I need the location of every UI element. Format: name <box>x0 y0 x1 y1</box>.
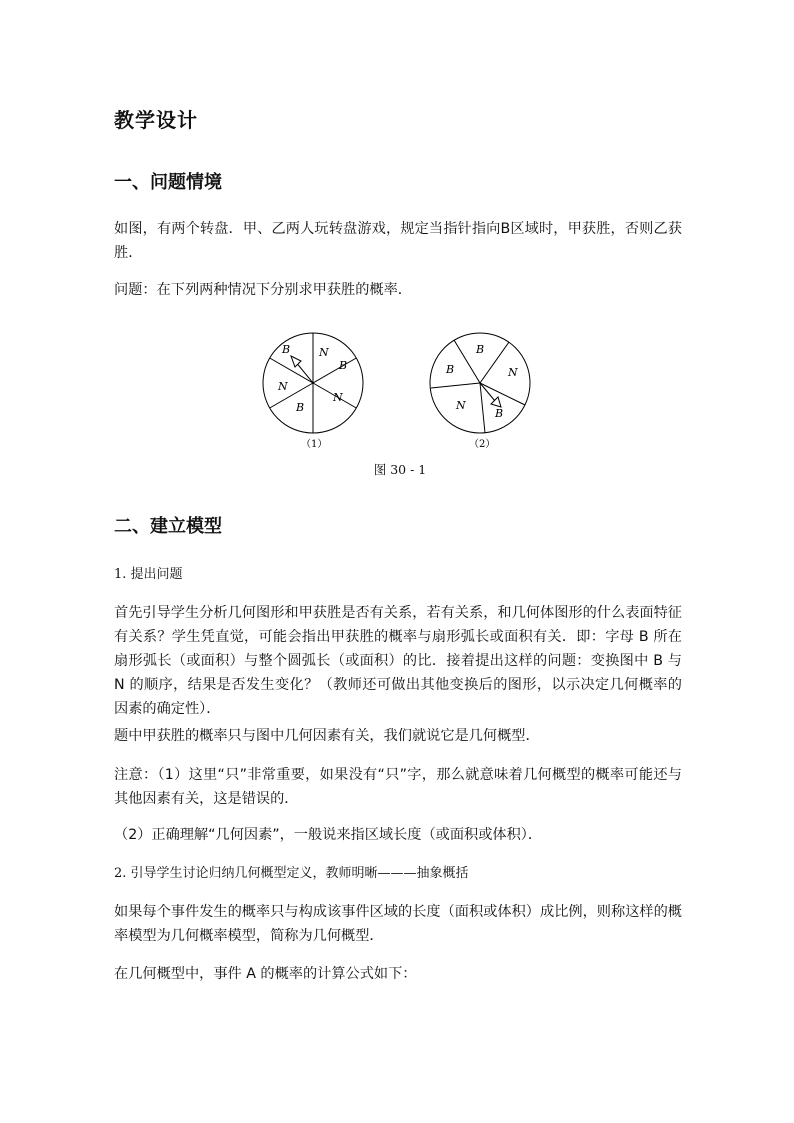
paragraph-note-2: （2）正确理解“几何因素”，一般说来指区域长度（或面积或体积）． <box>114 827 543 843</box>
paragraph-geometric-factor: 题中甲获胜的概率只与图中几何因素有关，我们就说它是几何概型． <box>114 728 540 744</box>
wheel1-label: （1） <box>301 439 328 450</box>
paragraph-formula-intro: 在几何概型中，事件 A 的概率的计算公式如下： <box>114 966 417 982</box>
section-heading-problem-situation: 一、问题情境 <box>114 172 222 193</box>
item-title-definition: 2. 引导学生讨论归纳几何概型定义，教师明晰———抽象概括 <box>114 866 469 881</box>
wheel1-sector-label: N <box>278 380 288 393</box>
paragraph-note-1: 注意：（1）这里“只”非常重要，如果没有“只”字，那么就意味着几何概型的概率可能还与其他因素有关，这是错误的． <box>114 767 682 807</box>
paragraph-definition: 如果每个事件发生的概率只与构成该事件区域的长度（面积或体积）成比例，则称这样的概率模型为几何概率模型，简称为几何概型． <box>114 904 682 944</box>
wheel2-sector-label: B <box>495 407 504 420</box>
paragraph-analysis: 首先引导学生分析几何图形和甲获胜是否有关系，若有关系，和几何体图形的什么表面特征有关系？学生凭直觉，可能会指出甲获胜的概率与扇形弧长或面积有关．即：字母 B 所在扇形弧长（或面积）与整个圆弧长（或面积）的比．接着提出这样的问题：变换图中 B 与N 的顺序，结果是否发生变化？（教师还可做出其他变换后的图形，以示决定几何概率的因素的确定性）． <box>114 605 682 717</box>
wheel1-sector-label: B <box>282 343 291 356</box>
section-heading-build-model: 二、建立模型 <box>114 516 222 537</box>
paragraph-question: 问题：在下列两种情况下分别求甲获胜的概率． <box>114 282 412 298</box>
wheel2-sector-label: N <box>508 366 518 379</box>
wheel1-sector-label: B <box>296 401 305 414</box>
wheel2-label: （2） <box>469 439 496 450</box>
wheel2-sector-label: N <box>456 399 466 412</box>
wheel1-sector-label: N <box>319 346 329 359</box>
wheel1-sector-label: B <box>339 359 348 372</box>
wheel2-sector-label: B <box>446 363 455 376</box>
item-title-raise-question: 1. 提出问题 <box>114 567 183 582</box>
figure-caption: 图 30 - 1 <box>373 462 427 477</box>
wheel-2 <box>430 333 530 450</box>
wheel2-sector-label: B <box>476 343 485 356</box>
wheel-1 <box>263 333 363 450</box>
page-title: 教学设计 <box>114 108 198 132</box>
wheel1-sector-label: N <box>333 391 343 404</box>
paragraph-intro: 如图，有两个转盘．甲、乙两人玩转盘游戏，规定当指针指向B区域时，甲获胜，否则乙获胜． <box>114 221 682 261</box>
spinner-figure <box>255 325 555 455</box>
